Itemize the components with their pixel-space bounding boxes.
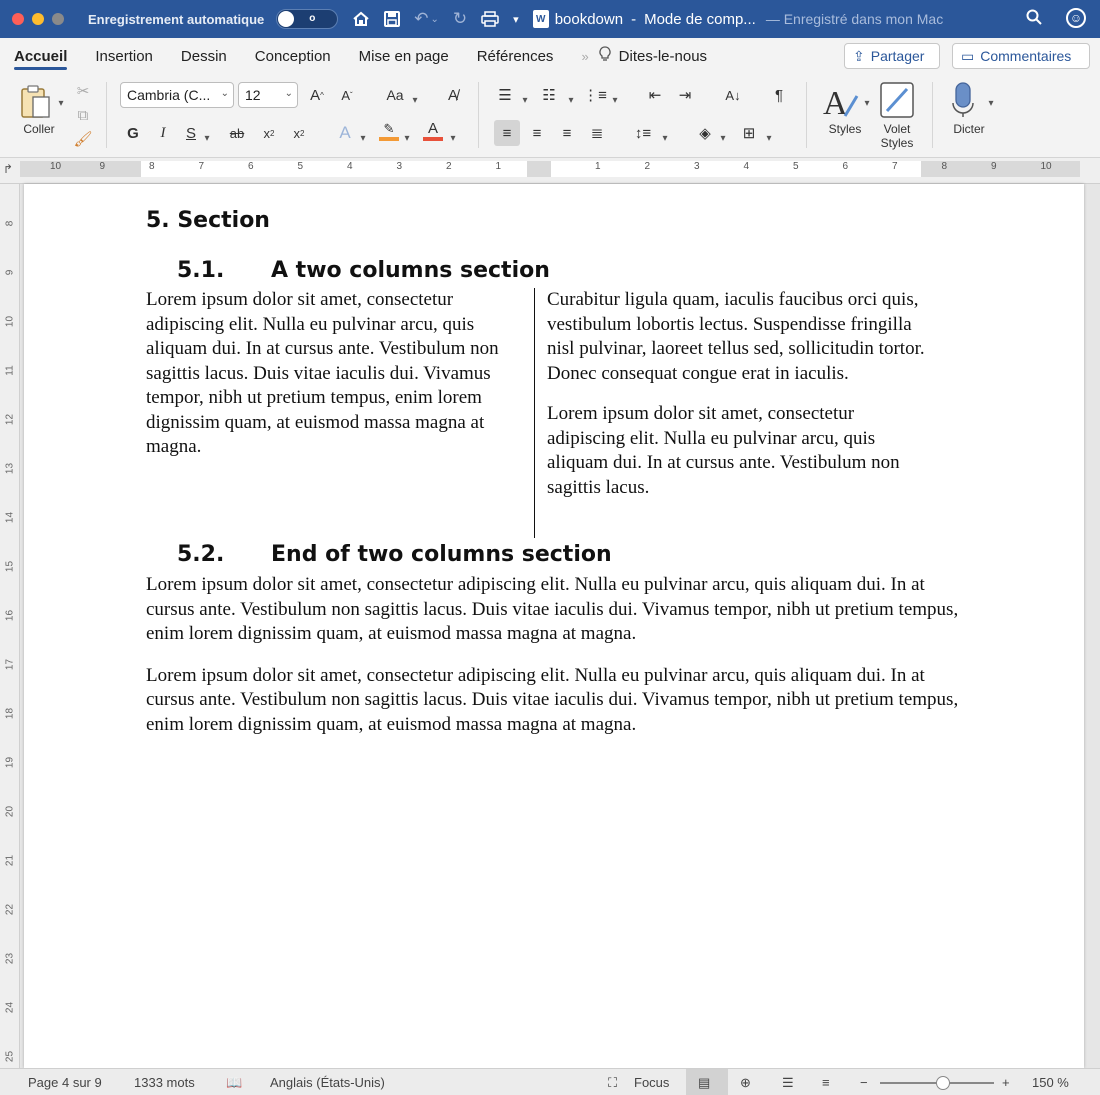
- font-size-value: 12: [245, 87, 261, 103]
- clear-formatting-icon[interactable]: A̸: [447, 86, 458, 104]
- strikethrough-button[interactable]: [226, 122, 248, 144]
- vertical-ruler-number: 17: [4, 658, 16, 671]
- font-color-swatch: [423, 137, 443, 141]
- tab-dessin[interactable]: Dessin: [180, 47, 227, 65]
- copy-icon[interactable]: ⧉: [77, 106, 89, 124]
- font-size-combo[interactable]: [238, 82, 298, 108]
- document-mode: Mode de comp...: [644, 10, 756, 28]
- shading-icon[interactable]: ◈: [699, 125, 711, 142]
- bold-label: G: [127, 124, 139, 142]
- tab-insertion[interactable]: Insertion: [95, 47, 153, 65]
- tab-stop-selector[interactable]: ↱: [3, 162, 14, 176]
- ruler-number: 7: [892, 161, 898, 172]
- heading-two-column-section: [177, 258, 550, 283]
- chevron-down-icon[interactable]: ▾: [450, 132, 456, 144]
- chevron-down-icon[interactable]: ▾: [662, 132, 668, 144]
- page-count[interactable]: Page 4 sur 9: [28, 1075, 102, 1090]
- ribbon-tabs: [0, 38, 1100, 74]
- body-paragraph: Lorem ipsum dolor sit amet, consectetur adipiscing elit. Nulla eu pulvinar arcu, quis aliquam dui. In at cursus ante. Vestibulum non sagittis lacus. Duis vitae iaculis dui. Vivamus tempor, nibh ut pretium tempus, enim lorem dignissim quam, at euismod massa magna at magna.: [146, 574, 959, 644]
- heading-number: 5.2.: [177, 542, 225, 567]
- show-formatting-marks-icon[interactable]: ¶: [774, 86, 784, 104]
- focus-label[interactable]: Focus: [634, 1075, 670, 1090]
- justify-icon[interactable]: ≣: [590, 125, 604, 142]
- font-color-letter: A: [427, 120, 438, 137]
- paste-label: Coller: [23, 122, 55, 136]
- undo-dropdown-icon[interactable]: ⌄: [430, 13, 439, 25]
- subscript-icon[interactable]: x 2: [263, 125, 275, 141]
- vertical-ruler-number: 24: [4, 1001, 16, 1014]
- align-left-icon[interactable]: ≡: [494, 120, 520, 146]
- shrink-font-icon[interactable]: A ˇ: [341, 87, 353, 103]
- zoom-level[interactable]: 150 %: [1032, 1075, 1069, 1090]
- share-icon: ⇪: [853, 47, 865, 64]
- styles-pane-button[interactable]: [878, 80, 916, 120]
- focus-icon[interactable]: ⛶: [608, 1075, 618, 1090]
- ruler-number: 8: [941, 161, 948, 172]
- ruler-number: 8: [149, 161, 155, 172]
- vertical-ruler-number: 22: [4, 903, 16, 916]
- ruler-number: 10: [50, 161, 62, 172]
- heading-title: A two columns section: [271, 258, 550, 283]
- decrease-indent-icon[interactable]: ⇤: [648, 87, 662, 104]
- ruler-number: 5: [297, 161, 304, 172]
- more-tabs-icon[interactable]: »: [581, 48, 589, 64]
- title-bar: [0, 0, 1100, 38]
- search-icon[interactable]: [1026, 9, 1042, 30]
- comments-button[interactable]: [952, 43, 1090, 69]
- highlight-color-swatch: [379, 137, 399, 141]
- tab-accueil[interactable]: Accueil: [14, 38, 67, 74]
- chevron-down-icon[interactable]: ▾: [568, 94, 574, 106]
- document-name: bookdown: [554, 10, 624, 28]
- autosave-toggle[interactable]: [276, 9, 338, 29]
- comments-label: Commentaires: [980, 48, 1072, 64]
- heading-number: 5.1.: [177, 258, 225, 283]
- outline-view-icon[interactable]: ☰: [782, 1075, 794, 1090]
- proofing-icon[interactable]: 📖: [226, 1075, 243, 1090]
- dictate-label: Dicter: [953, 122, 985, 136]
- increase-indent-icon[interactable]: ⇥: [678, 87, 692, 104]
- italic-label: I: [160, 124, 166, 141]
- ruler-number: 7: [198, 161, 205, 172]
- smiley-icon[interactable]: ☺: [1066, 8, 1086, 28]
- chevron-down-icon[interactable]: ▾: [412, 94, 418, 106]
- vertical-ruler-number: 14: [4, 511, 16, 524]
- change-case-button[interactable]: [382, 84, 408, 106]
- chevron-down-icon[interactable]: ▾: [766, 132, 772, 144]
- vertical-ruler-number: 12: [4, 413, 16, 426]
- vertical-ruler-number: 9: [4, 269, 16, 276]
- ruler-number: 4: [347, 161, 353, 172]
- underline-label: S: [185, 124, 196, 142]
- ruler-number: 9: [991, 161, 997, 172]
- title-separator: -: [631, 10, 637, 28]
- sort-icon[interactable]: A↓: [725, 87, 741, 103]
- vertical-ruler-number: 16: [4, 609, 16, 622]
- chevron-down-icon[interactable]: ▾: [360, 132, 366, 144]
- home-icon[interactable]: [352, 11, 370, 27]
- vertical-ruler-number: 19: [4, 756, 16, 769]
- right-column-paragraph: Lorem ipsum dolor sit amet, consectetur adipiscing elit. Nulla eu pulvinar arcu, quis aliquam dui. In at cursus ante. Vestibulum non sagittis lacus.: [547, 403, 900, 498]
- underline-button[interactable]: [180, 122, 202, 144]
- ribbon-divider: [932, 82, 933, 148]
- body-text: [146, 573, 961, 737]
- vertical-ruler-number: 10: [4, 315, 16, 328]
- toggle-knob: [278, 11, 294, 27]
- word-doc-icon: W: [533, 10, 549, 28]
- numbering-icon[interactable]: ☷: [542, 87, 556, 104]
- vertical-ruler[interactable]: [0, 184, 20, 1068]
- change-case-label: Aa: [386, 87, 404, 103]
- draft-view-icon[interactable]: ≡: [822, 1075, 830, 1090]
- ruler-number: 6: [248, 161, 254, 172]
- ruler-number: 4: [743, 161, 750, 172]
- column-divider-line: [534, 288, 535, 538]
- ruler-number: 6: [842, 161, 849, 172]
- bold-button[interactable]: [122, 122, 144, 144]
- text-effects-icon[interactable]: A: [339, 123, 351, 142]
- borders-icon[interactable]: ⊞: [742, 125, 756, 142]
- ribbon-divider: [806, 82, 807, 148]
- strikethrough-label: ab: [229, 125, 245, 141]
- ruler-number: 5: [793, 161, 799, 172]
- highlighter-icon: ✎: [383, 121, 395, 136]
- ruler-number: 9: [99, 161, 106, 172]
- chevron-down-icon[interactable]: ▾: [864, 97, 870, 109]
- save-icon[interactable]: [384, 11, 400, 27]
- ruler-number: 10: [1040, 161, 1052, 172]
- vertical-ruler-number: 11: [4, 365, 16, 376]
- styles-label: Styles: [828, 122, 862, 136]
- zoom-window-button[interactable]: [52, 13, 64, 25]
- microphone-icon[interactable]: [948, 80, 978, 120]
- tell-me-field[interactable]: Dites-le-nous: [618, 47, 708, 65]
- document-page[interactable]: [24, 184, 1084, 1068]
- redo-icon[interactable]: ↻: [452, 9, 468, 28]
- vertical-ruler-number: 21: [4, 854, 16, 867]
- chevron-down-icon[interactable]: ▾: [720, 132, 726, 144]
- superscript-icon[interactable]: x 2: [293, 125, 305, 141]
- italic-button[interactable]: [152, 122, 174, 144]
- status-bar: [0, 1068, 1100, 1095]
- ruler-number: 2: [446, 161, 452, 172]
- ruler-number: 3: [694, 161, 700, 172]
- vertical-ruler-number: 8: [4, 220, 16, 227]
- font-name-value: Cambria (C...: [127, 87, 211, 103]
- chevron-down-icon[interactable]: ▾: [988, 97, 994, 109]
- right-column-paragraph: Curabitur ligula quam, iaculis faucibus orci quis, vestibulum lobortis lectus. Suspendisse fringilla nisl pulvinar, laoreet tellus sed, sollicitudin tortor. Donec consequat congue erat in iaculis.: [547, 289, 925, 384]
- ribbon-toolbar: [0, 74, 1100, 158]
- chevron-down-icon: ⌄: [220, 88, 229, 99]
- ribbon-divider: [478, 82, 479, 148]
- tab-mise-en-page[interactable]: Mise en page: [358, 47, 449, 65]
- vertical-ruler-number: 25: [4, 1050, 16, 1063]
- chevron-down-icon[interactable]: ▾: [612, 94, 618, 106]
- chevron-down-icon[interactable]: ▾: [522, 94, 528, 106]
- minimize-window-button[interactable]: [32, 13, 44, 25]
- web-layout-icon[interactable]: ⊕: [740, 1075, 751, 1090]
- multilevel-list-icon[interactable]: ⋮≡: [583, 87, 607, 104]
- window-controls: [12, 13, 64, 25]
- left-column: [146, 288, 526, 460]
- styles-pane-label: Volet Styles: [880, 122, 914, 150]
- print-icon[interactable]: [481, 11, 499, 27]
- document-canvas: [20, 184, 1100, 1068]
- print-layout-icon[interactable]: ▤: [698, 1075, 711, 1090]
- vertical-ruler-number: 15: [4, 560, 16, 573]
- paste-dropdown-icon[interactable]: ▾: [58, 97, 64, 109]
- save-location[interactable]: — Enregistré dans mon Mac: [765, 11, 944, 27]
- share-button[interactable]: [844, 43, 940, 69]
- zoom-out-button[interactable]: −: [860, 1075, 868, 1090]
- chevron-down-icon[interactable]: ▾: [204, 132, 210, 144]
- body-paragraph: Lorem ipsum dolor sit amet, consectetur adipiscing elit. Nulla eu pulvinar arcu, quis aliquam dui. In at cursus ante. Vestibulum non sagittis lacus. Duis vitae iaculis dui. Vivamus tempor, nibh ut pretium tempus, enim lorem dignissim quam, at euismod massa magna at magna.: [146, 664, 959, 735]
- ruler-number: 1: [595, 161, 601, 172]
- heading-end-two-column: [177, 542, 612, 567]
- vertical-ruler-number: 20: [4, 805, 16, 818]
- chevron-down-icon[interactable]: ▾: [404, 132, 410, 144]
- align-right-icon[interactable]: ≡: [562, 124, 572, 142]
- heading-section: 5. Section: [146, 208, 270, 233]
- ruler-column-gutter[interactable]: [527, 161, 551, 177]
- paste-button[interactable]: [16, 82, 56, 120]
- align-center-icon[interactable]: ≡: [532, 124, 542, 142]
- font-color-button[interactable]: [422, 120, 444, 142]
- zoom-in-button[interactable]: +: [1002, 1075, 1010, 1090]
- bullets-icon[interactable]: ☰: [498, 87, 512, 104]
- tab-conception[interactable]: Conception: [254, 47, 331, 65]
- comment-icon: ▭: [961, 47, 975, 64]
- chevron-down-icon: ⌄: [284, 88, 293, 99]
- share-label: Partager: [870, 48, 925, 64]
- left-column-paragraph: Lorem ipsum dolor sit amet, consectetur adipiscing elit. Nulla eu pulvinar arcu, quis aliquam dui. In at cursus ante. Vestibulum non sagittis lacus. Duis vitae iaculis dui. Vivamus tempor, nibh ut pretium tempus, enim lorem dignissim quam, at euismod massa magna at magna.: [146, 289, 499, 457]
- highlight-color-button[interactable]: [378, 120, 400, 142]
- ribbon-divider: [106, 82, 107, 148]
- vertical-ruler-number: 13: [4, 462, 16, 475]
- line-spacing-icon[interactable]: ↕≡: [634, 124, 652, 142]
- heading-title: End of two columns section: [271, 542, 612, 567]
- lightbulb-icon: [599, 46, 611, 66]
- svg-text:A: A: [823, 85, 848, 122]
- zoom-slider-handle[interactable]: [936, 1076, 950, 1090]
- right-column: [547, 288, 927, 500]
- tab-references[interactable]: Références: [476, 47, 554, 65]
- close-window-button[interactable]: [12, 13, 24, 25]
- autosave-label: Enregistrement automatique: [88, 11, 265, 27]
- ruler-number: 3: [396, 161, 403, 172]
- font-name-combo[interactable]: [120, 82, 234, 108]
- word-count[interactable]: 1333 mots: [134, 1075, 195, 1090]
- vertical-ruler-number: 18: [4, 707, 16, 720]
- language-status[interactable]: Anglais (États-Unis): [270, 1075, 385, 1090]
- grow-font-icon[interactable]: A ^: [310, 86, 324, 104]
- undo-icon[interactable]: ↶: [414, 9, 429, 28]
- customize-toolbar-icon[interactable]: ▾: [513, 13, 519, 26]
- styles-gallery-button[interactable]: [820, 80, 862, 124]
- autosave-state: o: [309, 13, 316, 24]
- cut-icon[interactable]: ✂: [76, 83, 90, 100]
- ruler-number: 2: [644, 161, 651, 172]
- horizontal-ruler[interactable]: [0, 158, 1100, 184]
- ruler-number: 1: [495, 161, 502, 172]
- format-painter-icon[interactable]: 🖌: [73, 131, 93, 148]
- vertical-ruler-number: 23: [4, 952, 16, 965]
